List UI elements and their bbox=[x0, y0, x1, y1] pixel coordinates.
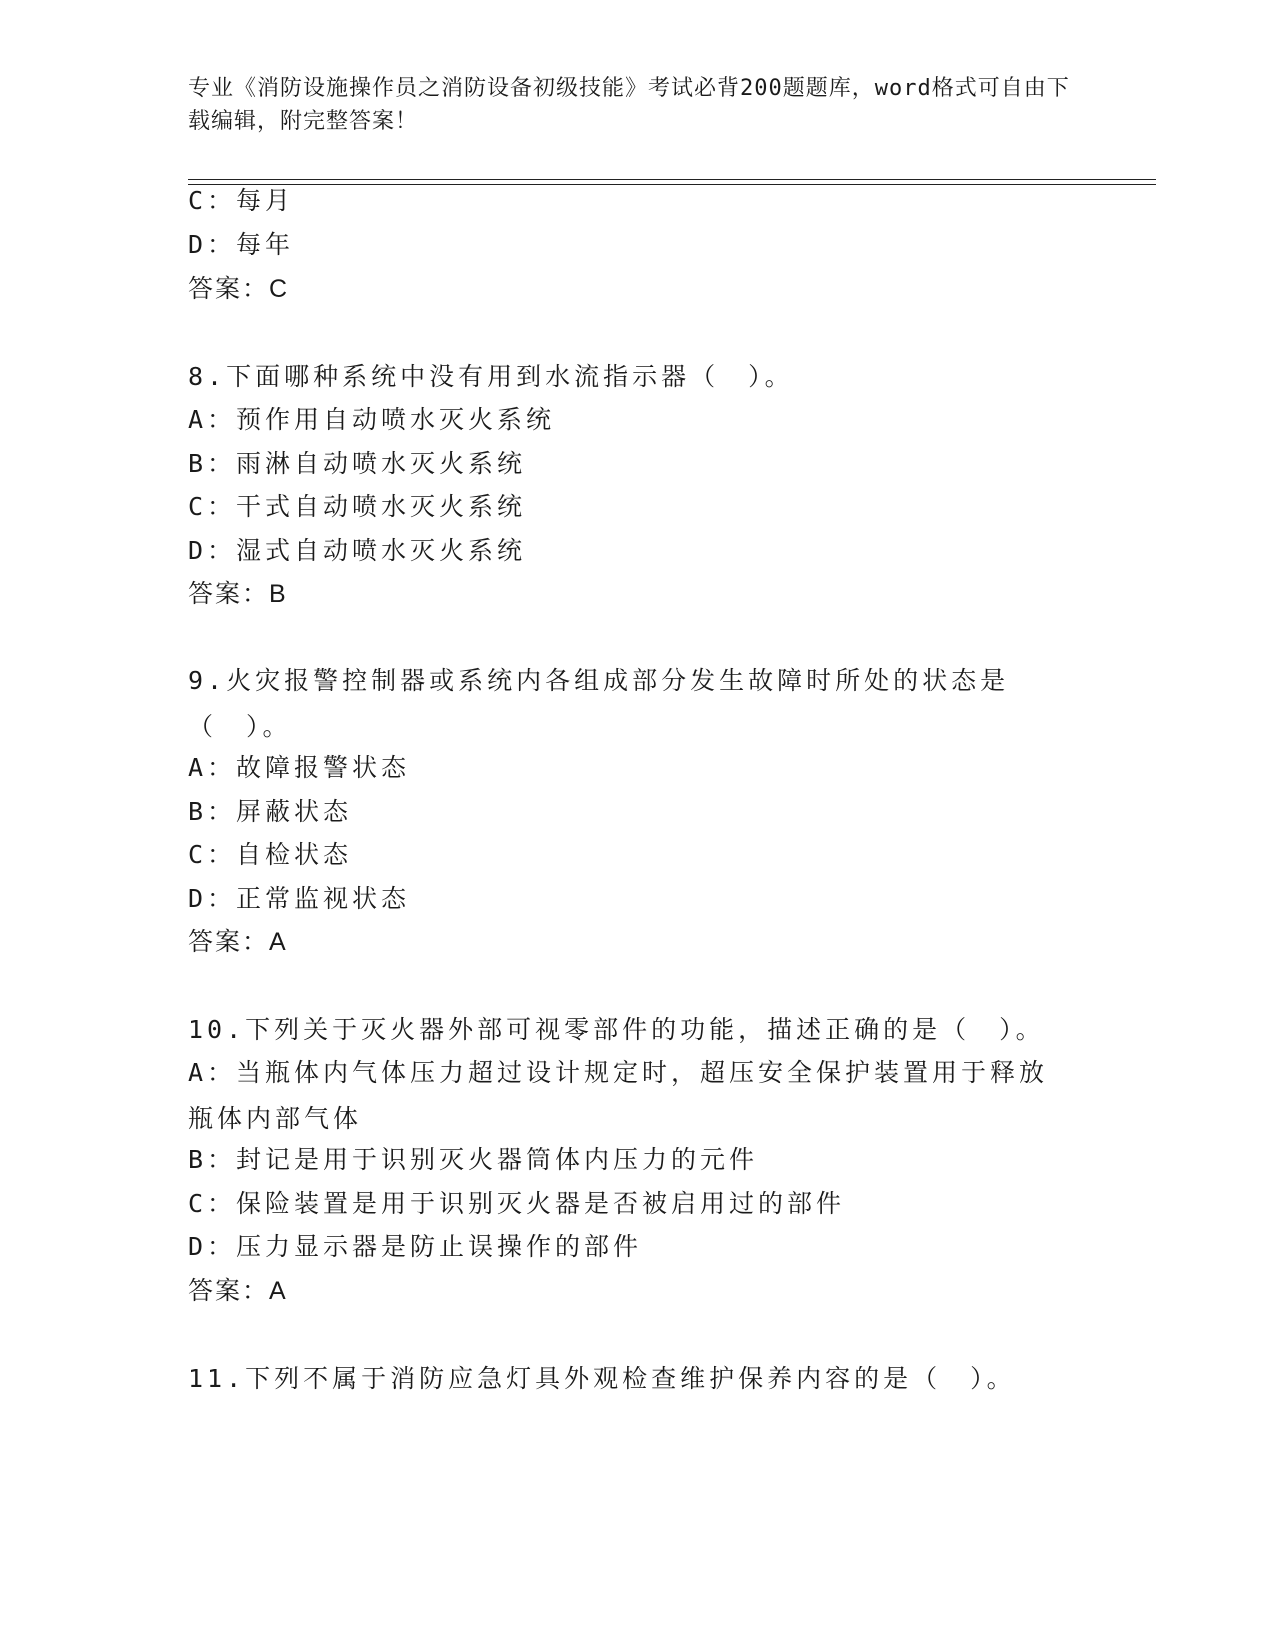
q8-option-c: C：干式自动喷水灭火系统 bbox=[188, 492, 527, 521]
q7-answer: 答案：C bbox=[188, 275, 290, 303]
q10-question: 10.下列关于灭火器外部可视零部件的功能，描述正确的是（ ）。 bbox=[188, 1015, 1045, 1044]
q8-question: 8.下面哪种系统中没有用到水流指示器（ ）。 bbox=[188, 362, 794, 391]
q8-option-b: B：雨淋自动喷水灭火系统 bbox=[188, 449, 527, 478]
q7-option-d: D：每年 bbox=[188, 230, 295, 259]
q8-option-a: A：预作用自动喷水灭火系统 bbox=[188, 405, 556, 434]
q10-option-a: A：当瓶体内气体压力超过设计规定时，超压安全保护装置用于释放瓶体内部气体 bbox=[188, 1058, 1049, 1133]
q10-option-b: B：封记是用于识别灭火器筒体内压力的元件 bbox=[188, 1145, 759, 1174]
header-rule-bottom bbox=[188, 184, 1156, 185]
q10-option-d: D：压力显示器是防止误操作的部件 bbox=[188, 1232, 643, 1261]
q9-option-a: A：故障报警状态 bbox=[188, 753, 411, 782]
q11-question: 11.下列不属于消防应急灯具外观检查维护保养内容的是（ ）。 bbox=[188, 1364, 1016, 1393]
q8-option-d: D：湿式自动喷水灭火系统 bbox=[188, 536, 527, 565]
q9-question: 9.火灾报警控制器或系统内各组成部分发生故障时所处的状态是（ ）。 bbox=[188, 666, 1010, 741]
q10-answer: 答案：A bbox=[188, 1277, 288, 1305]
q9-option-c: C：自检状态 bbox=[188, 840, 353, 869]
q10-option-c: C：保险装置是用于识别灭火器是否被启用过的部件 bbox=[188, 1189, 846, 1218]
q9-answer: 答案：A bbox=[188, 928, 288, 956]
q9-option-b: B：屏蔽状态 bbox=[188, 797, 353, 826]
header-rule-top bbox=[188, 179, 1156, 180]
q9-option-d: D：正常监视状态 bbox=[188, 884, 411, 913]
document-header: 专业《消防设施操作员之消防设备初级技能》考试必背200题题库，word格式可自由下载编辑，附完整答案！ bbox=[188, 76, 1070, 134]
q7-option-c: C：每月 bbox=[188, 186, 295, 215]
q8-answer: 答案：B bbox=[188, 580, 288, 608]
